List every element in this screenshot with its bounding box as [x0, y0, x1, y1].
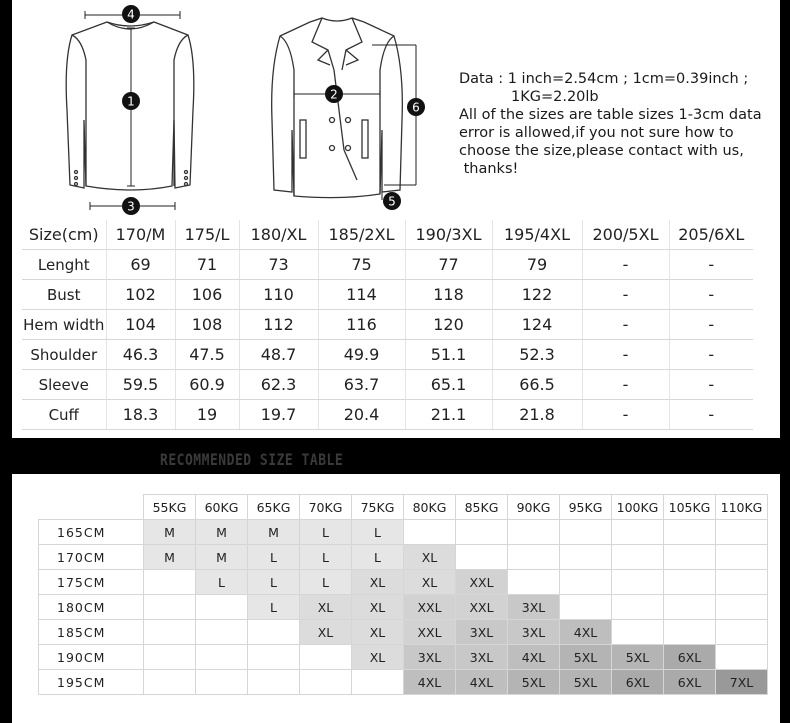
recommended-size-cell: L [352, 520, 404, 545]
recommended-size-cell [196, 670, 248, 695]
measurement-label: Cuff [22, 400, 106, 430]
recommended-size-cell [144, 570, 196, 595]
size-header-label: Size(cm) [22, 220, 106, 250]
measurement-value: 104 [106, 310, 175, 340]
height-label: 165CM [39, 520, 144, 545]
recommended-size-cell [456, 520, 508, 545]
info-line: error is allowed,if you not sure how to [459, 125, 734, 141]
size-info-note [459, 70, 784, 178]
measurement-value: 73 [239, 250, 318, 280]
measurement-value: 46.3 [106, 340, 175, 370]
measurement-value: - [582, 400, 669, 430]
measurement-value: 18.3 [106, 400, 175, 430]
recommended-size-cell [560, 520, 612, 545]
marker-6: 6 [412, 100, 420, 115]
recommended-size-cell [508, 520, 560, 545]
height-row [39, 545, 768, 570]
size-chart-panel [12, 0, 780, 438]
weight-header-cell: 85KG [456, 495, 508, 520]
recommended-size-cell: 3XL [508, 620, 560, 645]
recommended-size-cell: L [248, 545, 300, 570]
recommended-size-cell [248, 645, 300, 670]
recommended-size-cell [560, 595, 612, 620]
measurement-label: Bust [22, 280, 106, 310]
weight-header-cell: 100KG [612, 495, 664, 520]
height-row [39, 595, 768, 620]
recommended-size-cell: XXL [456, 595, 508, 620]
weight-header-cell: 70KG [300, 495, 352, 520]
recommended-size-cell [664, 520, 716, 545]
measurement-value: 108 [175, 310, 239, 340]
recommended-size-cell [716, 645, 768, 670]
measurement-label: Lenght [22, 250, 106, 280]
recommended-size-cell: XXL [456, 570, 508, 595]
size-header-cell: 195/4XL [492, 220, 582, 250]
measurement-value: 124 [492, 310, 582, 340]
size-table-row [22, 340, 753, 370]
measurement-value: 112 [239, 310, 318, 340]
recommended-size-cell [300, 645, 352, 670]
measurement-label: Sleeve [22, 370, 106, 400]
recommended-size-cell: XL [404, 570, 456, 595]
weight-header-cell: 60KG [196, 495, 248, 520]
marker-5: 5 [388, 194, 396, 209]
recommended-size-cell [716, 570, 768, 595]
recommended-size-cell [716, 520, 768, 545]
recommended-size-cell [716, 545, 768, 570]
weight-header-cell: 55KG [144, 495, 196, 520]
marker-4: 4 [127, 7, 135, 22]
recommended-size-cell: 6XL [612, 670, 664, 695]
size-table-header [22, 220, 753, 250]
height-row [39, 645, 768, 670]
size-header-cell: 205/6XL [669, 220, 753, 250]
measurement-value: 49.9 [318, 340, 405, 370]
size-table-row [22, 400, 753, 430]
recommended-size-cell: 5XL [612, 645, 664, 670]
recommended-size-cell: XL [352, 645, 404, 670]
weight-header-row [39, 495, 768, 520]
recommended-size-cell: XXL [404, 595, 456, 620]
height-row [39, 620, 768, 645]
measurement-value: 21.1 [405, 400, 492, 430]
recommended-size-cell: L [300, 520, 352, 545]
recommended-size-cell: L [196, 570, 248, 595]
marker-2: 2 [330, 87, 338, 102]
weight-header-cell: 90KG [508, 495, 560, 520]
recommended-size-cell: 5XL [560, 670, 612, 695]
recommended-size-banner: RECOMMENDED SIZE TABLE [160, 451, 344, 470]
measurement-value: 102 [106, 280, 175, 310]
measurement-value: 19.7 [239, 400, 318, 430]
jacket-measurement-diagram [12, 0, 462, 215]
recommended-size-cell [716, 620, 768, 645]
size-table-row [22, 310, 753, 340]
recommended-size-cell [612, 620, 664, 645]
recommended-size-table [38, 494, 768, 695]
recommended-size-cell: L [248, 595, 300, 620]
size-table-row [22, 280, 753, 310]
measurement-value: - [669, 370, 753, 400]
recommended-size-cell [664, 595, 716, 620]
measurement-value: 52.3 [492, 340, 582, 370]
measurement-value: 21.8 [492, 400, 582, 430]
recommended-size-cell: XL [300, 620, 352, 645]
recommended-size-cell: 7XL [716, 670, 768, 695]
measurement-value: 62.3 [239, 370, 318, 400]
measurement-value: 60.9 [175, 370, 239, 400]
recommended-size-cell [612, 545, 664, 570]
measurement-value: - [582, 370, 669, 400]
measurement-value: 114 [318, 280, 405, 310]
recommended-size-cell: 5XL [508, 670, 560, 695]
recommended-size-cell [456, 545, 508, 570]
recommended-size-cell: L [300, 570, 352, 595]
recommended-size-cell [144, 670, 196, 695]
size-header-cell: 175/L [175, 220, 239, 250]
measurement-value: 118 [405, 280, 492, 310]
measurement-value: 51.1 [405, 340, 492, 370]
recommended-size-cell [664, 620, 716, 645]
measurement-value: 77 [405, 250, 492, 280]
height-label: 180CM [39, 595, 144, 620]
size-header-cell: 185/2XL [318, 220, 405, 250]
measurement-value: 48.7 [239, 340, 318, 370]
recommended-size-cell: 6XL [664, 670, 716, 695]
size-header-cell: 170/M [106, 220, 175, 250]
weight-header-cell: 110KG [716, 495, 768, 520]
recommended-size-cell [144, 595, 196, 620]
recommended-size-cell [612, 570, 664, 595]
recommended-size-cell: 5XL [560, 645, 612, 670]
measurement-value: 65.1 [405, 370, 492, 400]
recommended-size-cell [300, 670, 352, 695]
recommended-size-cell: 3XL [456, 645, 508, 670]
weight-header-cell: 105KG [664, 495, 716, 520]
recommended-size-cell: 3XL [404, 645, 456, 670]
recommended-size-cell: M [196, 520, 248, 545]
recommended-size-cell: 4XL [508, 645, 560, 670]
marker-1: 1 [127, 94, 135, 109]
recommended-size-cell [560, 545, 612, 570]
info-line: Data : 1 inch=2.54cm ; 1cm=0.39inch ; [459, 71, 749, 87]
recommended-size-cell: M [196, 545, 248, 570]
measurement-value: 47.5 [175, 340, 239, 370]
corner-cell [39, 495, 144, 520]
recommended-size-cell [196, 595, 248, 620]
size-table-row [22, 250, 753, 280]
measurement-value: 63.7 [318, 370, 405, 400]
measurement-value: 79 [492, 250, 582, 280]
recommended-size-cell: M [144, 545, 196, 570]
recommended-size-cell: XL [404, 545, 456, 570]
measurement-value: 59.5 [106, 370, 175, 400]
measurement-value: - [582, 250, 669, 280]
size-header-cell: 190/3XL [405, 220, 492, 250]
height-row [39, 520, 768, 545]
info-line: choose the size,please contact with us, [459, 143, 744, 159]
recommended-size-cell: M [248, 520, 300, 545]
measurement-value: - [582, 310, 669, 340]
height-label: 170CM [39, 545, 144, 570]
measurement-label: Shoulder [22, 340, 106, 370]
recommended-size-cell: 4XL [560, 620, 612, 645]
weight-header-cell: 95KG [560, 495, 612, 520]
size-header-cell: 180/XL [239, 220, 318, 250]
measurement-value: 66.5 [492, 370, 582, 400]
height-label: 185CM [39, 620, 144, 645]
recommended-size-cell: L [300, 545, 352, 570]
recommended-size-cell: XL [300, 595, 352, 620]
recommended-size-cell: 3XL [456, 620, 508, 645]
size-table [22, 220, 753, 430]
measurement-value: 71 [175, 250, 239, 280]
recommended-size-cell [248, 670, 300, 695]
recommended-size-cell: L [352, 545, 404, 570]
measurement-value: - [669, 400, 753, 430]
recommended-size-cell: 6XL [664, 645, 716, 670]
height-row [39, 570, 768, 595]
weight-header-cell: 65KG [248, 495, 300, 520]
recommended-size-cell: 4XL [456, 670, 508, 695]
recommended-size-cell [144, 620, 196, 645]
recommended-size-panel [12, 474, 780, 723]
info-line: 1KG=2.20lb [511, 89, 599, 105]
recommended-size-cell [664, 570, 716, 595]
recommended-size-cell [612, 595, 664, 620]
recommended-size-cell [404, 520, 456, 545]
recommended-size-cell [612, 520, 664, 545]
measurement-value: - [669, 250, 753, 280]
measurement-value: 20.4 [318, 400, 405, 430]
height-label: 190CM [39, 645, 144, 670]
size-table-row [22, 370, 753, 400]
marker-3: 3 [127, 199, 135, 214]
recommended-size-cell [144, 645, 196, 670]
recommended-size-cell [248, 620, 300, 645]
measurement-value: - [669, 340, 753, 370]
info-line: thanks! [459, 161, 519, 177]
recommended-size-cell [508, 570, 560, 595]
recommended-size-cell [196, 620, 248, 645]
measurement-value: 19 [175, 400, 239, 430]
recommended-size-cell: XL [352, 570, 404, 595]
measurement-value: 116 [318, 310, 405, 340]
measurement-value: 120 [405, 310, 492, 340]
height-label: 195CM [39, 670, 144, 695]
height-label: 175CM [39, 570, 144, 595]
recommended-size-cell: XXL [404, 620, 456, 645]
measurement-value: 69 [106, 250, 175, 280]
recommended-size-cell: 3XL [508, 595, 560, 620]
recommended-size-cell [508, 545, 560, 570]
recommended-size-cell [716, 595, 768, 620]
height-row [39, 670, 768, 695]
recommended-size-cell: XL [352, 595, 404, 620]
recommended-size-cell [664, 545, 716, 570]
recommended-size-cell [352, 670, 404, 695]
measurement-value: 106 [175, 280, 239, 310]
recommended-size-cell [560, 570, 612, 595]
recommended-size-cell [196, 645, 248, 670]
measurement-value: - [582, 340, 669, 370]
measurement-value: 75 [318, 250, 405, 280]
recommended-size-cell: L [248, 570, 300, 595]
weight-header-cell: 75KG [352, 495, 404, 520]
recommended-size-cell: 4XL [404, 670, 456, 695]
measurement-label: Hem width [22, 310, 106, 340]
info-line: All of the sizes are table sizes 1-3cm data [459, 107, 762, 123]
weight-header-cell: 80KG [404, 495, 456, 520]
measurement-value: 110 [239, 280, 318, 310]
measurement-value: 122 [492, 280, 582, 310]
size-header-cell: 200/5XL [582, 220, 669, 250]
measurement-value: - [582, 280, 669, 310]
recommended-size-cell: XL [352, 620, 404, 645]
recommended-size-cell: M [144, 520, 196, 545]
measurement-value: - [669, 310, 753, 340]
measurement-value: - [669, 280, 753, 310]
